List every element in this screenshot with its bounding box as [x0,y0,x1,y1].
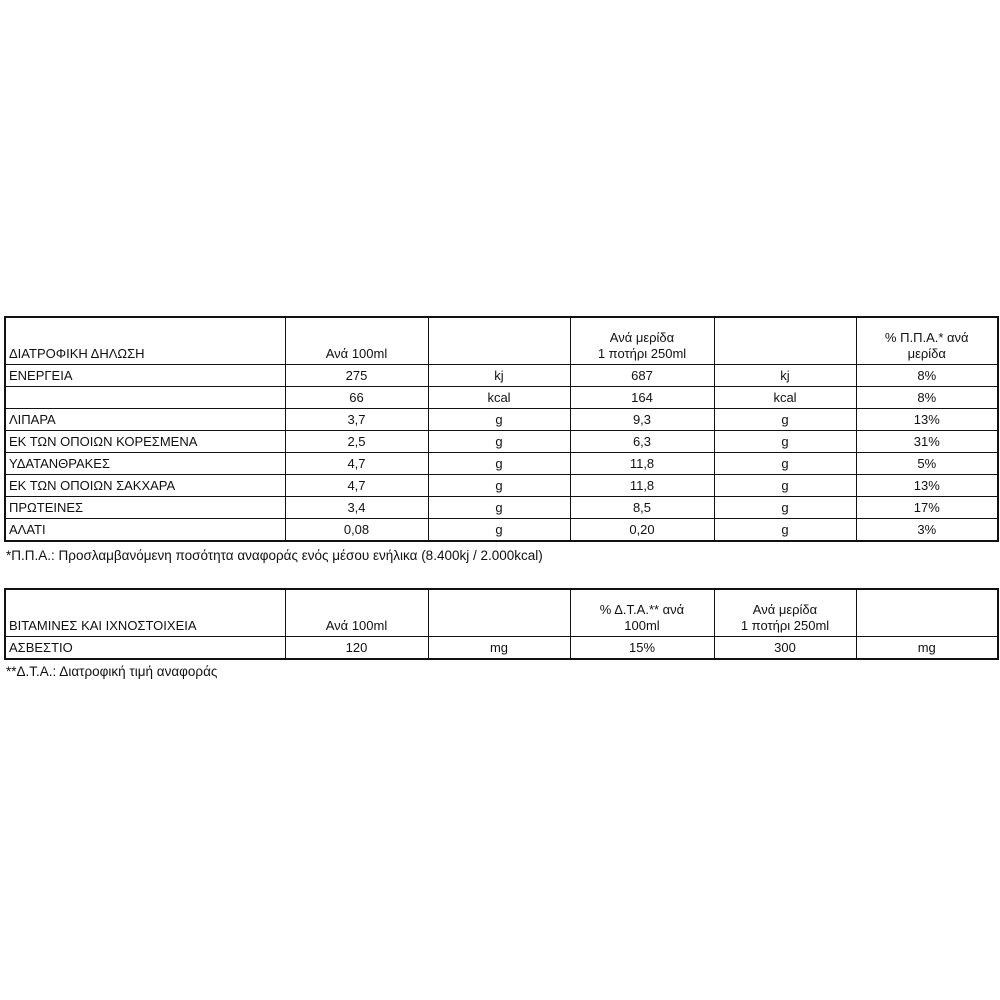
cell-per100: 66 [285,387,428,409]
table-row [5,387,998,409]
cell-serving: 9,3 [570,409,714,431]
cell-serving: 11,8 [570,453,714,475]
cell-per100: 4,7 [285,453,428,475]
table-row [5,497,998,519]
cell-per100: 0,08 [285,519,428,542]
cell-unit2: g [714,431,856,453]
cell-unit1: g [428,453,570,475]
table-row [5,519,998,542]
table-row [5,453,998,475]
nutrition-header-row [5,317,998,365]
header-nutrition-declaration: ΔΙΑΤΡΟΦΙΚΗ ΔΗΛΩΣΗ [5,317,285,365]
cell-per100: 2,5 [285,431,428,453]
header-pct-nrv-line2: 100ml [624,618,660,633]
cell-pct: 17% [856,497,998,519]
cell-unit1: g [428,409,570,431]
header-pct-ri [856,317,998,365]
header-per-serving-line1: Ανά μερίδα [752,602,818,617]
header-pct-nrv-line1: % Δ.Τ.Α.** ανά [599,602,685,617]
table-row [5,475,998,497]
header-per-serving-line1: Ανά μερίδα [609,330,675,345]
table-row [5,409,998,431]
table-row [5,431,998,453]
cell-unit2: mg [856,637,998,660]
header-per-serving-line2: 1 ποτήρι 250ml [740,618,830,633]
cell-per100: 3,7 [285,409,428,431]
cell-pct: 3% [856,519,998,542]
cell-per100: 3,4 [285,497,428,519]
cell-unit1: g [428,431,570,453]
cell-name: ΕΚ ΤΩΝ ΟΠΟΙΩΝ ΣΑΚΧΑΡΑ [5,475,285,497]
cell-unit1: kcal [428,387,570,409]
header-unit-empty-2 [856,589,998,637]
header-unit-empty-2 [714,317,856,365]
vitamins-header-row [5,589,998,637]
cell-unit2: g [714,453,856,475]
header-pct-ri-line2: μερίδα [907,346,946,361]
cell-unit1: g [428,519,570,542]
cell-pct: 8% [856,387,998,409]
cell-unit2: g [714,519,856,542]
header-vitamins-minerals: ΒΙΤΑΜΙΝΕΣ ΚΑΙ ΙΧΝΟΣΤΟΙΧΕΙΑ [5,589,285,637]
cell-pct: 8% [856,365,998,387]
cell-pct: 15% [570,637,714,660]
cell-name: ΛΙΠΑΡΑ [5,409,285,431]
cell-unit2: kcal [714,387,856,409]
header-per-100ml: Ανά 100ml [285,317,428,365]
header-unit-empty [428,589,570,637]
nrv-footnote: **Δ.Τ.Α.: Διατροφική τιμή αναφοράς [6,664,218,679]
header-per-serving [570,317,714,365]
cell-name: ΕΝΕΡΓΕΙΑ [5,365,285,387]
cell-serving: 687 [570,365,714,387]
cell-per100: 275 [285,365,428,387]
cell-serving: 0,20 [570,519,714,542]
cell-unit1: kj [428,365,570,387]
cell-unit1: mg [428,637,570,660]
cell-pct: 13% [856,409,998,431]
table-row [5,637,998,660]
header-per-serving [714,589,856,637]
cell-per100: 120 [285,637,428,660]
cell-name: ΠΡΩΤΕΙΝΕΣ [5,497,285,519]
cell-unit2: g [714,409,856,431]
header-pct-nrv [570,589,714,637]
nutrition-table [4,316,999,542]
cell-unit2: g [714,475,856,497]
cell-serving: 8,5 [570,497,714,519]
header-per-serving-line2: 1 ποτήρι 250ml [597,346,687,361]
cell-per100: 4,7 [285,475,428,497]
cell-unit2: kj [714,365,856,387]
cell-pct: 13% [856,475,998,497]
cell-name: ΑΣΒΕΣΤΙΟ [5,637,285,660]
cell-name: ΥΔΑΤΑΝΘΡΑΚΕΣ [5,453,285,475]
vitamins-table [4,588,999,660]
header-unit-empty [428,317,570,365]
ri-footnote: *Π.Π.Α.: Προσλαμβανόμενη ποσότητα αναφοράς ενός μέσου ενήλικα (8.400kj / 2.000kcal) [6,548,543,563]
cell-serving: 164 [570,387,714,409]
cell-pct: 31% [856,431,998,453]
table-row [5,365,998,387]
cell-serving: 6,3 [570,431,714,453]
cell-unit1: g [428,497,570,519]
header-per-100ml: Ανά 100ml [285,589,428,637]
cell-name: ΕΚ ΤΩΝ ΟΠΟΙΩΝ ΚΟΡΕΣΜΕΝΑ [5,431,285,453]
cell-unit2: g [714,497,856,519]
cell-pct: 5% [856,453,998,475]
cell-name [5,387,285,409]
cell-name: ΑΛΑΤΙ [5,519,285,542]
cell-serving: 300 [714,637,856,660]
header-pct-ri-line1: % Π.Π.Α.* ανά [884,330,969,345]
cell-unit1: g [428,475,570,497]
cell-serving: 11,8 [570,475,714,497]
